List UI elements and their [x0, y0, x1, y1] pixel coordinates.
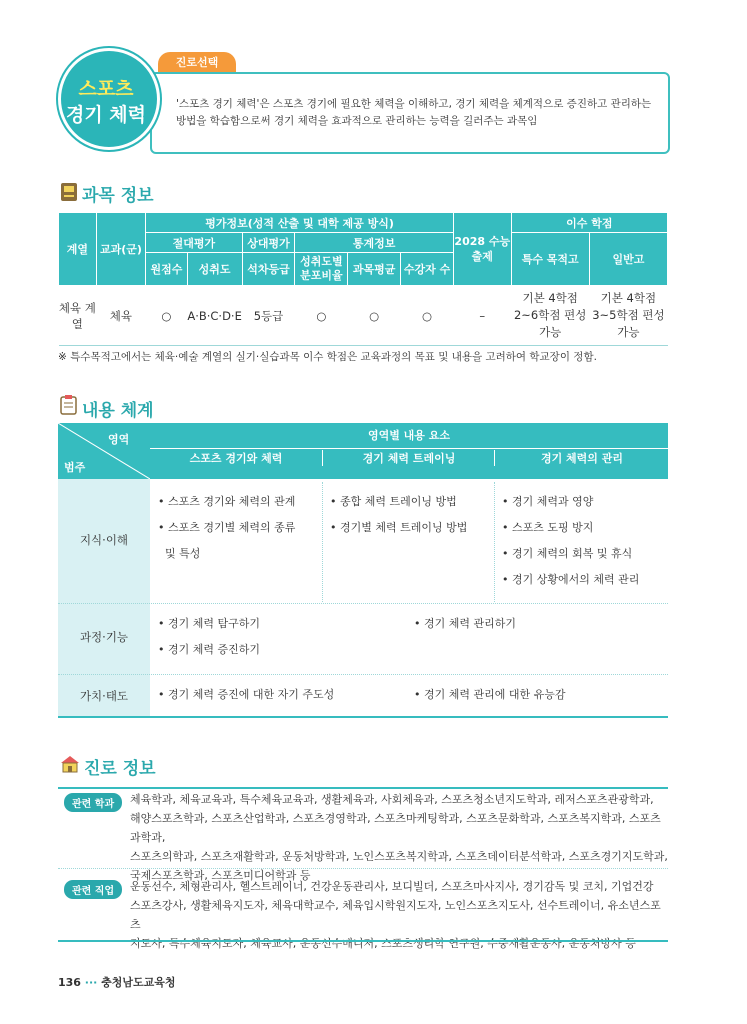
job-line: 운동선수, 체형관리사, 헬스트레이너, 건강운동관리사, 보디빌더, 스포츠마사지사, 경기감독 및 코치, 기업건강 — [130, 880, 654, 893]
th-stats: 통계정보 — [295, 233, 454, 253]
column-2-header: 경기 체력 트레이닝 — [322, 450, 495, 466]
list-item: 및 특성 — [158, 547, 201, 560]
dept-line: 체육학과, 체육교육과, 특수체육교육과, 생활체육과, 사회체육과, 스포츠청소년지도학과, 레저스포츠관광학과, — [130, 793, 654, 806]
values-left: • 경기 체력 증진에 대한 자기 주도성 — [158, 688, 335, 701]
content-system-title: 내용 체계 — [82, 401, 154, 421]
knowledge-label: 지식·이해 — [79, 533, 129, 547]
dept-label: 관련 학과 — [64, 793, 122, 812]
job-line: 스포츠강사, 생활체육지도자, 체육대학교수, 체육입시학원지도자, 노인스포츠지도사, 선수트레이너, 유소년스포츠 — [130, 899, 661, 931]
subject-title-line1: 스포츠 — [78, 78, 134, 100]
td-general: 기본 4학점 3~5학점 편성 가능 — [589, 286, 667, 346]
knowledge-col2 — [330, 489, 490, 541]
td-subject-group: 체육 — [96, 286, 146, 346]
th-special: 특수 목적고 — [511, 233, 589, 286]
th-relative: 상대평가 — [242, 233, 295, 253]
track-tag: 진로선택 — [158, 52, 236, 74]
th-rank: 석차등급 — [242, 253, 295, 286]
job-label: 관련 직업 — [64, 880, 122, 899]
dept-line: 국제스포츠학과, 스포츠미디어학과 등 — [130, 869, 311, 882]
process-left — [158, 611, 398, 663]
th-count: 수강자 수 — [401, 253, 454, 286]
school-icon — [60, 755, 80, 777]
values-label: 가치·태도 — [79, 689, 129, 703]
publisher: 충청남도교육청 — [101, 976, 176, 989]
td-field: 체육 계열 — [59, 286, 97, 346]
th-eval-info: 평가정보(성적 산출 및 대학 제공 방식) — [146, 213, 454, 233]
credits-note: ※ 특수목적고에서는 체육·예술 계열의 실기·실습과목 이수 학점은 교육과정의 목표 및 내용을 고려하여 학교장이 정함. — [58, 351, 597, 363]
process-right — [414, 611, 664, 637]
category-column — [58, 479, 150, 717]
td-raw-score: ○ — [146, 286, 187, 346]
td-rank: 5등급 — [242, 286, 295, 346]
td-avg: ○ — [348, 286, 401, 346]
th-achievement: 성취도 — [187, 253, 242, 286]
th-avg: 과목평균 — [348, 253, 401, 286]
th-dist: 성취도별 분포비율 — [295, 253, 348, 286]
header-category-label: 범주 — [64, 461, 86, 474]
td-achievement: A·B·C·D·E — [187, 286, 242, 346]
list-item: • 스포츠 도핑 방지 — [502, 521, 594, 534]
th-general: 일반고 — [589, 233, 667, 286]
dept-line: 해양스포츠학과, 스포츠산업학과, 스포츠경영학과, 스포츠마케팅학과, 스포츠문화학과, 스포츠복지학과, 스포츠과학과, — [130, 812, 661, 844]
page-number: 136 — [58, 976, 81, 989]
list-item: • 경기 체력 증진하기 — [158, 643, 260, 656]
course-info-title: 과목 정보 — [82, 186, 154, 206]
list-item: • 경기 상황에서의 체력 관리 — [502, 573, 640, 586]
th-raw-score: 원점수 — [146, 253, 187, 286]
column-1-header: 스포츠 경기와 체력 — [189, 452, 283, 465]
subject-title-line2: 경기 체력 — [65, 104, 147, 126]
list-item: • 종합 체력 트레이닝 방법 — [330, 495, 457, 508]
job-line: 지도사, 특수체육지도자, 체육교사, 운동선수매니저, 스포츠생리학 연구원, 수중재활운동사, 운동처방사 등 — [130, 937, 636, 950]
td-csat: – — [453, 286, 511, 346]
subject-description: '스포츠 경기 체력'은 스포츠 경기에 필요한 체력을 이해하고, 경기 체력을 체계적으로 증진하고 관리하는 방법을 학습함으로써 경기 체력을 효과적으로 관리하는 능력을 길러주는 과목임 — [176, 98, 652, 127]
dept-line: 스포츠의학과, 스포츠재활학과, 운동처방학과, 노인스포츠복지학과, 스포츠데이터분석학과, 스포츠경기지도학과, — [130, 850, 668, 863]
th-field: 계열 — [59, 213, 97, 286]
column-3-header: 경기 체력의 관리 — [494, 450, 669, 466]
th-credits: 이수 학점 — [511, 213, 667, 233]
career-info-title: 진로 정보 — [84, 759, 156, 779]
process-label: 과정·기능 — [79, 630, 129, 644]
course-info-table — [58, 212, 668, 346]
list-item: • 경기별 체력 트레이닝 방법 — [330, 521, 468, 534]
page-footer: 136 ··· 충청남도교육청 — [58, 976, 176, 989]
header-area-label: 영역 — [108, 433, 130, 446]
list-item: • 경기 체력의 회복 및 휴식 — [502, 547, 633, 560]
knowledge-col3 — [502, 489, 666, 593]
values-right: • 경기 체력 관리에 대한 유능감 — [414, 688, 566, 701]
list-item: • 경기 체력 탐구하기 — [158, 617, 260, 630]
th-subject-group: 교과(군) — [96, 213, 146, 286]
dept-list — [130, 790, 670, 885]
list-item: • 스포츠 경기별 체력의 종류 — [158, 521, 296, 534]
list-item: • 경기 체력과 영양 — [502, 495, 594, 508]
book-icon — [60, 182, 78, 206]
th-csat: 2028 수능 출제 — [453, 213, 511, 286]
knowledge-col1 — [158, 489, 318, 567]
clipboard-icon — [60, 395, 78, 419]
td-special: 기본 4학점 2~6학점 편성 가능 — [511, 286, 589, 346]
list-item: • 경기 체력 관리하기 — [414, 617, 516, 630]
list-item: • 스포츠 경기와 체력의 관계 — [158, 495, 296, 508]
th-absolute: 절대평가 — [146, 233, 242, 253]
header-elements-label: 영역별 내용 요소 — [150, 424, 668, 449]
td-count: ○ — [401, 286, 454, 346]
td-dist: ○ — [295, 286, 348, 346]
